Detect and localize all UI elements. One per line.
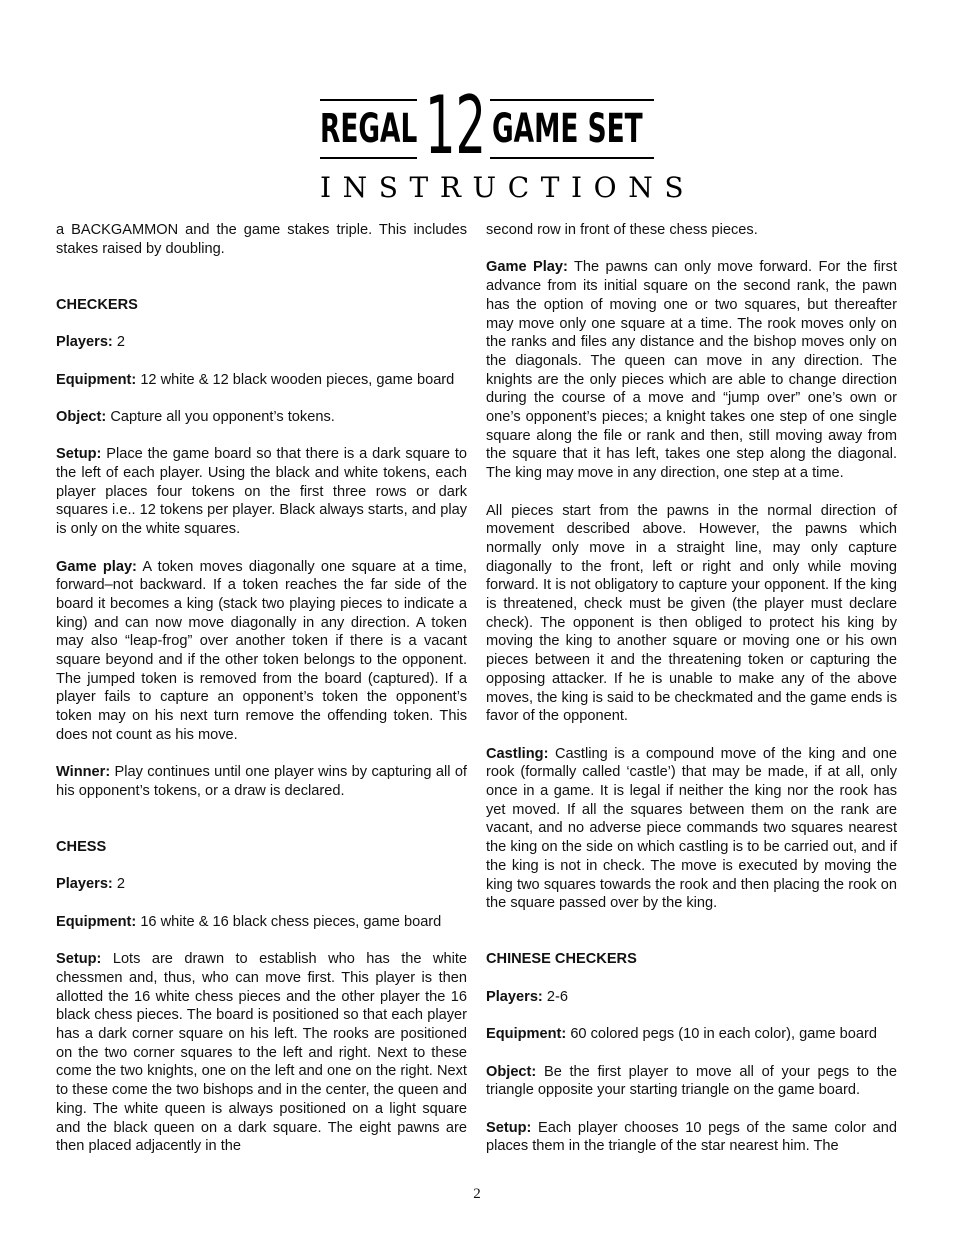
checkers-players-label: Players: — [56, 334, 113, 351]
chinese-checkers-players-value: 2-6 — [542, 988, 568, 1005]
logo-number-12: 12 — [425, 79, 487, 172]
chess-equipment-text: 16 white & 16 black chess pieces, game board — [136, 913, 442, 930]
chess-castling — [486, 745, 897, 913]
checkers-object-text: Capture all you opponent’s tokens. — [106, 408, 335, 425]
chinese-checkers-setup-text: Each player chooses 10 pegs of the same color and places them in the triangle of the star nearest him. The — [486, 1119, 897, 1155]
chinese-checkers-object-label: Object: — [486, 1063, 537, 1080]
checkers-equipment — [56, 371, 467, 390]
checkers-winner-text: Play continues until one player wins by capturing all of his opponent’s tokens, or a draw is declared. — [56, 764, 467, 799]
checkers-gameplay-text: A token moves diagonally one square at a time, forward–not backward. If a token reaches the far side of the board it becomes a king (stack two playing pieces to indicate a king) and can now move diagonally in any direction. A token may also “leap-frog” over another token if there is a vacant square beyond and if the other token belongs to the opponent. The jumped token is removed from the board (captured). If a player fails to capture an opponent’s token the opponent’s token may on his next turn remove the offending token. This does not count as his move. — [56, 558, 467, 743]
checkers-players-value: 2 — [112, 334, 125, 351]
chess-players-label: Players: — [56, 876, 113, 893]
checkers-gameplay — [56, 558, 467, 745]
chess-pieces-paragraph: All pieces start from the pawns in the normal direction of movement described above. However, the pawns which normally only move in a straight line, may only capture diagonally to the front, left or right and only while moving forward. It is not obligatory to capture your opponent. If the king is threatened, check must be given (the player must declare check). The opponent is then obliged to protect his king by moving the king to another square or moving one or his own pieces between it and the threatening token or capturing the opposing attacker. If he is unable to make any of the above moves, the king is said to be checkmated and the game ends is favor of the opponent. — [486, 502, 897, 725]
chess-gameplay-text: The pawns can only move forward. For the first advance from its initial square on the second rank, the pawn has the option of moving one or two squares, but thereafter may move only one square at a time. The rook moves only on the ranks and files any distance and the bishop moves only on the diagonals. The queen can move in any direction. The knights are the only pieces which are able to change direction during the course of a move and “jump over” one’s own or one’s opponent’s pieces; a knight takes one step of one single square along the file or rank and then, still moving away from the square that it has left, takes one step along the diagonal. The king may move in any direction, one step at a time. — [486, 259, 898, 482]
logo-word-regal: REGAL — [320, 106, 418, 152]
regal-12-logo — [318, 79, 696, 206]
chinese-checkers-object-text: Be the first player to move all of your pegs to the triangle opposite your starting triangle on the game board. — [486, 1063, 897, 1099]
checkers-equipment-label: Equipment: — [56, 371, 137, 388]
chess-castling-label: Castling: — [486, 745, 549, 762]
logo-rule-right-top — [490, 99, 654, 101]
chess-players — [56, 875, 467, 894]
checkers-setup-text: Place the game board so that there is a dark square to the left of each player. Using the black and white tokens, each player places four tokens on the first three rows or dark squares i.e.. 12 tokens per player. Black always starts, and play is only on the white squares. — [56, 446, 467, 538]
chess-setup — [56, 950, 467, 1156]
logo-rule-right-bottom — [490, 157, 654, 159]
checkers-setup-label: Setup: — [56, 446, 102, 463]
logo-word-game-set: GAME SET — [492, 106, 643, 152]
chess-players-value: 2 — [112, 876, 125, 893]
left-column — [56, 221, 467, 1156]
chess-equipment-label: Equipment: — [56, 913, 137, 930]
chinese-checkers-setup — [486, 1119, 897, 1156]
logo-rule-left-bottom — [320, 157, 417, 159]
chinese-checkers-heading: CHINESE CHECKERS — [486, 951, 637, 968]
checkers-equipment-text: 12 white & 12 black wooden pieces, game board — [136, 371, 455, 388]
chess-setup-continued: second row in front of these chess pieces. — [486, 222, 758, 238]
checkers-winner — [56, 763, 467, 800]
chinese-checkers-equipment-text: 60 colored pegs (10 in each color), game board — [566, 1026, 877, 1043]
chess-gameplay — [486, 258, 897, 482]
chess-heading: CHESS — [56, 839, 107, 856]
checkers-gameplay-label: Game play: — [56, 558, 137, 575]
chess-equipment — [56, 913, 467, 932]
right-column — [486, 221, 897, 1156]
chess-setup-label: Setup: — [56, 951, 102, 968]
checkers-heading: CHECKERS — [56, 296, 138, 313]
page-number: 2 — [473, 1186, 481, 1202]
chess-setup-text: Lots are drawn to establish who has the white chessmen and, thus, who can move first. This player is then allotted the 16 white chess pieces and the other player the 16 black chess pieces. The board is positioned so that each player has a dark corner square on his left. The rooks are positioned on the two corner squares to the left and right. Next to these come the two knights, one on the left and one on the right. Next to these come the two bishops and in the center, the queen and king. The white queen is always positioned on a light square and the black queen on a dark square. The eight pawns are then placed adjacently in the — [56, 951, 467, 1155]
chinese-checkers-setup-label: Setup: — [486, 1119, 532, 1136]
logo-subtitle-instructions: INSTRUCTIONS — [320, 171, 696, 204]
chess-gameplay-label: Game Play: — [486, 259, 568, 276]
checkers-object — [56, 408, 467, 427]
chinese-checkers-object — [486, 1063, 897, 1100]
backgammon-continued-paragraph: a BACKGAMMON and the game stakes triple. This includes stakes raised by doubling. — [56, 222, 467, 257]
chinese-checkers-players-label: Players: — [486, 988, 543, 1005]
checkers-setup — [56, 445, 467, 539]
chinese-checkers-players — [486, 988, 897, 1007]
checkers-object-label: Object: — [56, 408, 107, 425]
logo-rule-left-top — [320, 99, 417, 101]
chinese-checkers-equipment-label: Equipment: — [486, 1026, 567, 1043]
chess-castling-text: Castling is a compound move of the king and one rook (formally called ‘castle’) that may be made, if at all, only once in a game. It is legal if neither the king nor the rook has yet moved. If all the squares between them on the rank are vacant, and no adverse piece commands two squares nearest the king on the side on which castling is to be carried out, and if the king is not in check. The move is executed by moving the king two squares towards the rook and then placing the rook on the square passed over by the king. — [486, 745, 897, 912]
checkers-winner-label: Winner: — [56, 764, 111, 781]
chinese-checkers-equipment — [486, 1025, 897, 1044]
checkers-players — [56, 333, 467, 352]
